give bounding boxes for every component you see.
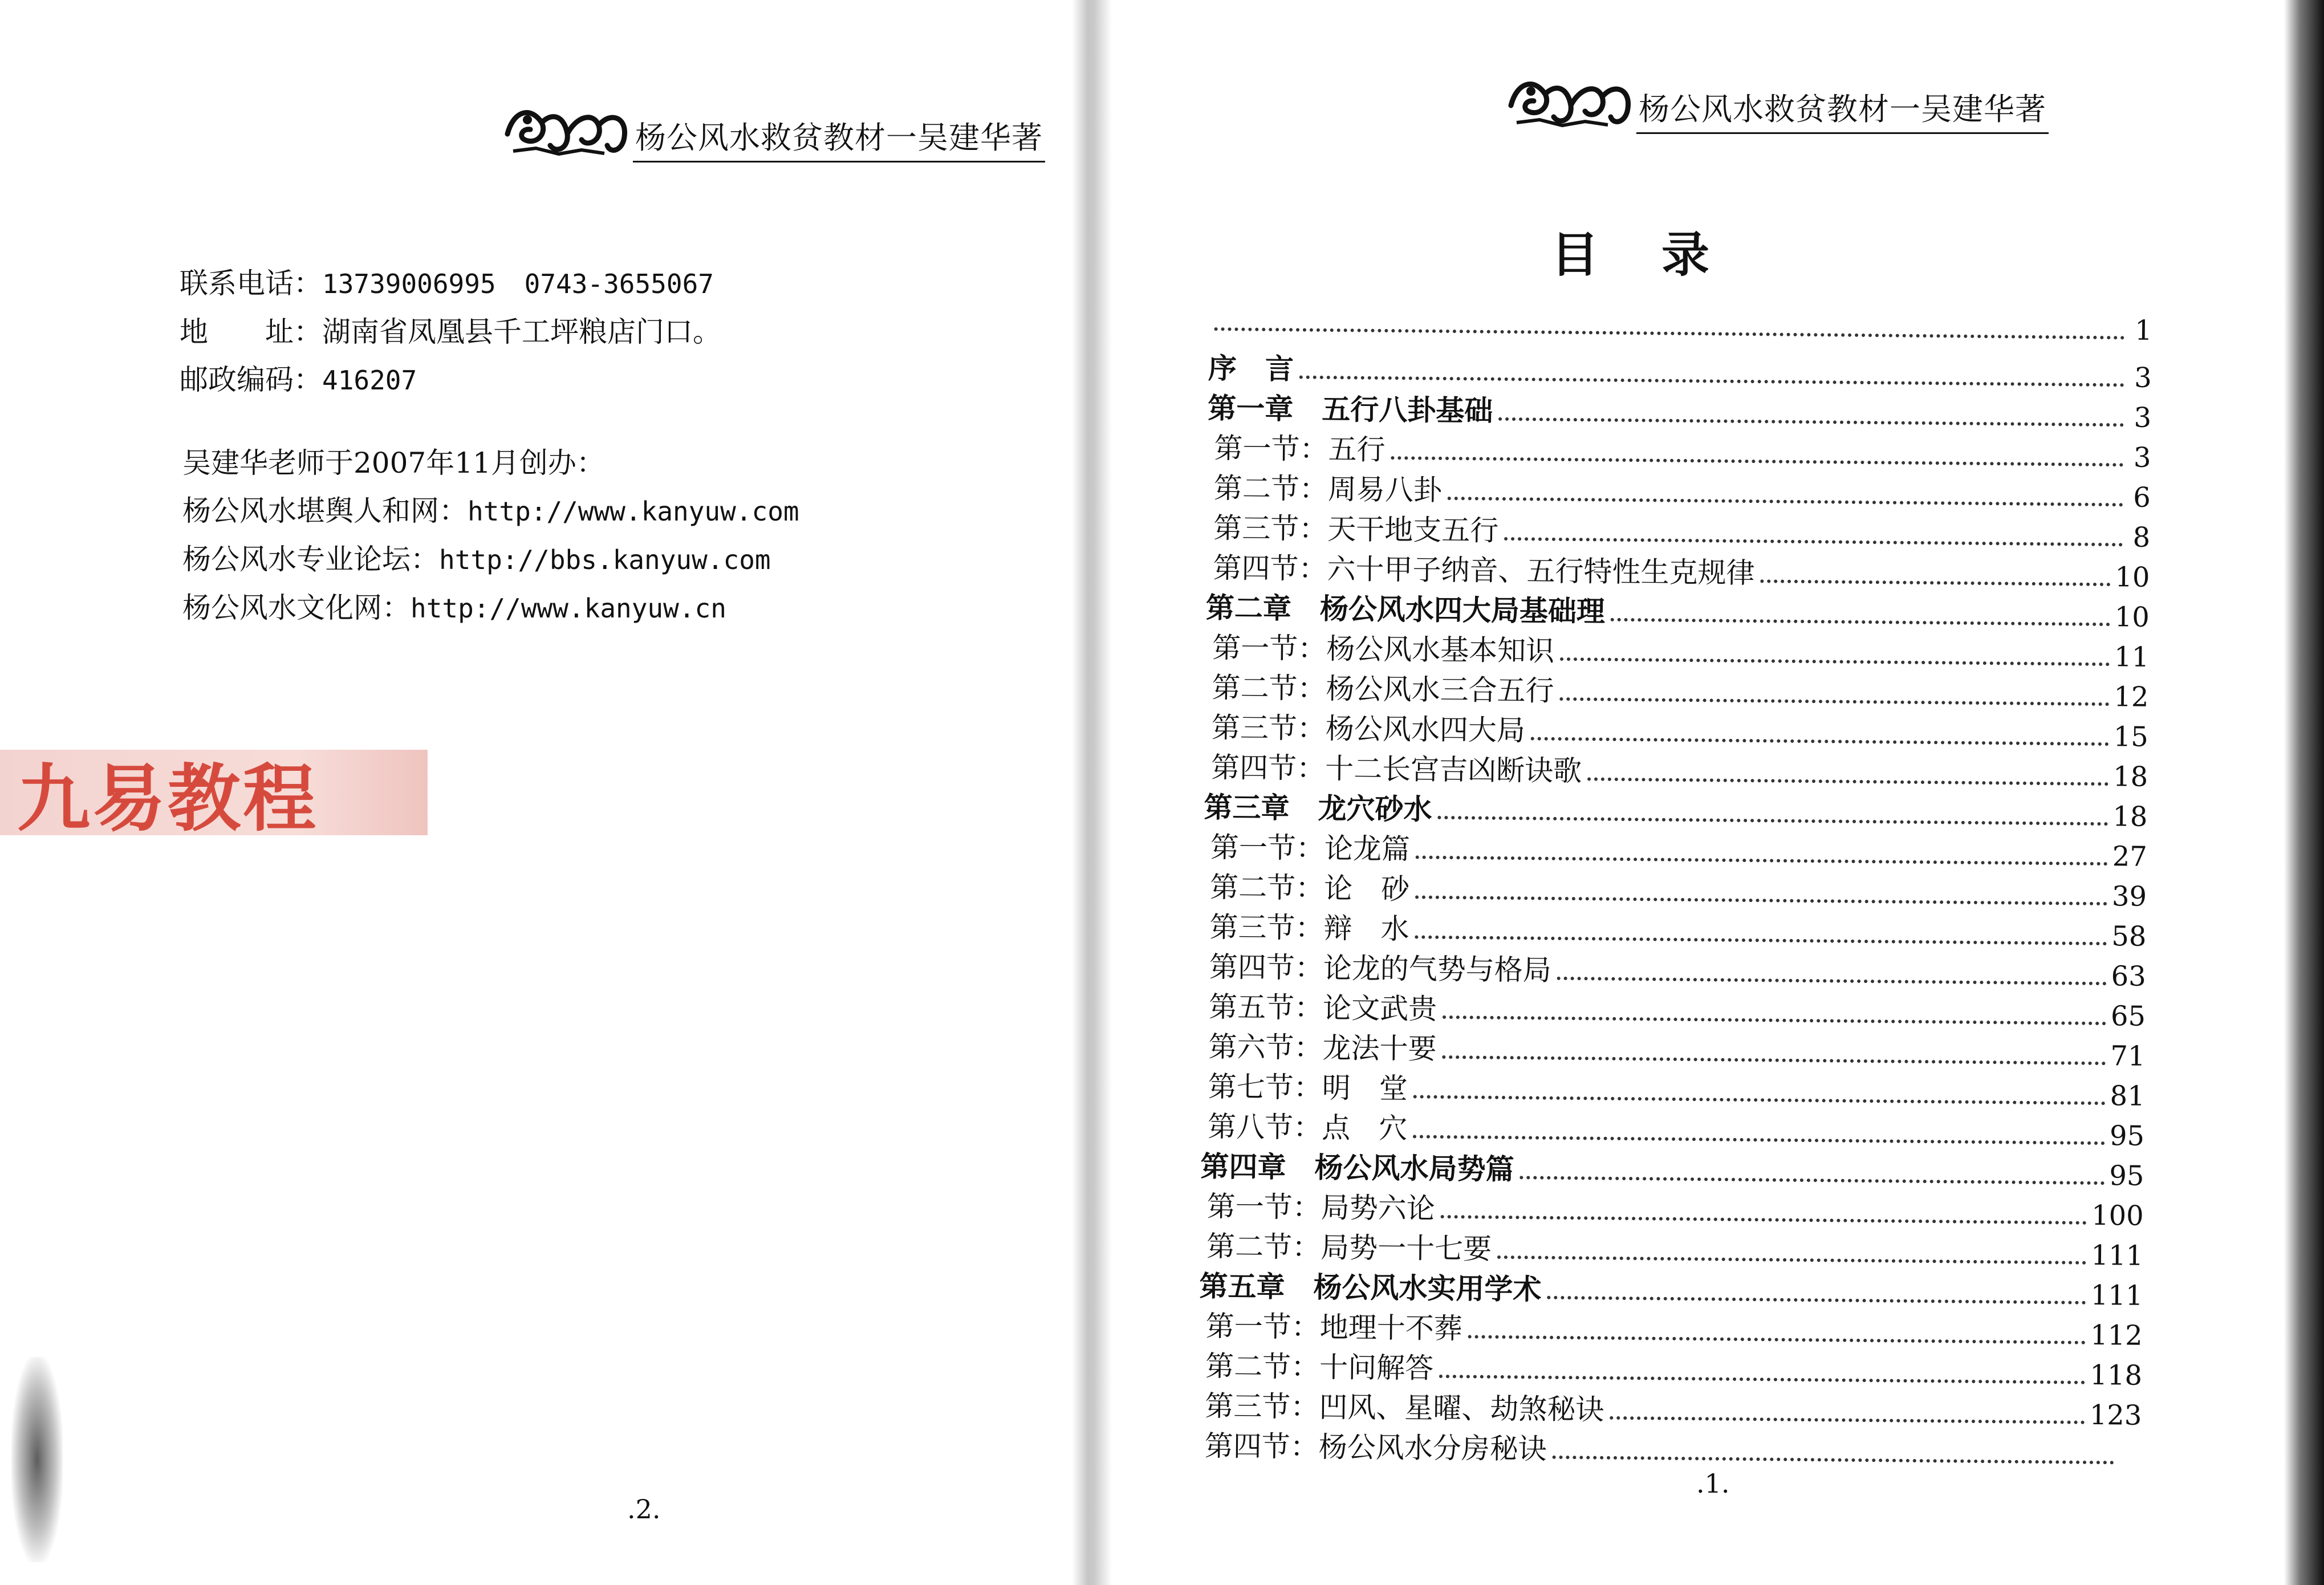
toc-entry-title: 第三节：辩 水 [1209,911,1409,946]
toc-leader-dots [1560,657,2110,666]
toc-entry-title: 第二章 杨公风水四大局基础理 [1205,590,1606,628]
toc-entry-title: 第一节：局势六论 [1206,1190,1436,1225]
website-item [182,487,799,535]
dragon-logo-icon [502,94,633,162]
toc-leader-dots [1498,417,2124,427]
contact-info [180,259,721,404]
toc-leader-dots [1391,456,2123,466]
toc-entry-page: 1 [2134,314,2152,347]
website-url: http://www.kanyuw.cn [411,593,726,624]
toc-entry-title: 第一节：杨公风水基本知识 [1212,631,1555,668]
toc-entry-title: 第四节：杨公风水分房秘诀 [1204,1429,1547,1466]
toc-entry-title: 第五章 杨公风水实用学术 [1199,1269,1542,1306]
toc-leader-dots [1441,1215,2087,1225]
toc-leader-dots [1439,1375,2085,1384]
toc-leader-dots [1531,737,2109,746]
toc-entry-title: 第二节：十问解答 [1205,1350,1434,1385]
toc-entry-title: 第六节：龙法十要 [1208,1030,1437,1066]
website-label: 杨公风水文化网： [182,591,411,624]
toc-entry-page: 3 [2134,361,2152,394]
address-value: 湖南省凤凰县千工坪粮店门口。 [322,315,721,348]
toc-leader-dots [1214,327,2125,339]
toc-entry-page: 10 [2114,601,2150,633]
toc-entry-title: 第四章 杨公风水局势篇 [1200,1149,1514,1186]
founded-note: 吴建华老师于2007年11月创办： [182,446,605,479]
toc-entry-page: 71 [2110,1040,2146,1072]
toc-entry-page: 81 [2110,1080,2146,1112]
toc-entry-page: 6 [2133,481,2151,514]
toc-entry-page: 18 [2112,761,2148,793]
right-page-number: .1. [1696,1468,1730,1499]
page-header [502,94,1045,162]
toc-leader-dots [1497,1255,2086,1265]
toc-leader-dots [1299,376,2124,387]
toc-entry-title: 第一节：论龙篇 [1210,831,1411,866]
toc-entry-title: 第一节：五行 [1214,432,1386,466]
toc-entry-title: 第一节：地理十不葬 [1205,1310,1463,1346]
toc-entry-page: 100 [2091,1199,2144,1232]
toc-leader-dots [1547,1296,2086,1304]
watermark-text: 九易教程 [17,757,319,842]
toc-entry-page: 112 [2090,1319,2143,1352]
header-title: 杨公风水救贫教材一吴建华著 [633,113,1045,162]
toc-leader-dots [1416,856,2108,866]
website-list [182,439,799,632]
website-label: 杨公风水专业论坛： [182,543,439,576]
toc-leader-dots [1413,1135,2105,1145]
toc-leader-dots [1587,777,2108,786]
toc-entry-page: 95 [2109,1120,2145,1152]
toc-entry-page: 95 [2109,1160,2144,1192]
toc-entry-page: 111 [2091,1239,2144,1272]
left-page-number: .2. [627,1494,661,1525]
toc-leader-dots [1553,1456,2114,1464]
toc-entry-page: 8 [2132,521,2151,554]
toc-entry-title: 第二节：论 砂 [1209,871,1410,906]
toc-title: 目录 [1551,226,1773,283]
toc-leader-dots [1448,497,2123,506]
toc-entry-page: 10 [2115,561,2150,594]
toc-leader-dots [1437,816,2108,826]
toc-entry-page: 111 [2090,1279,2143,1312]
phone-1: 13739006995 [322,269,496,299]
header-title: 杨公风水救贫教材一吴建华著 [1636,85,2049,134]
scan-edge-shadow [2284,0,2324,1585]
toc-entry-page: 123 [2089,1399,2142,1432]
toc-entry-title: 第四节：六十甲子纳音、五行特性生克规律 [1213,551,1755,590]
toc-entry-page: 39 [2111,880,2147,913]
toc-entry-title: 第五节：论文武贵 [1208,990,1437,1026]
toc-entry-title: 第二节：周易八卦 [1213,472,1443,507]
toc-entry-title: 第三节：天干地支五行 [1213,511,1499,547]
toc-entry [1198,1423,2142,1472]
toc-entry-page: 27 [2112,840,2148,873]
toc-leader-dots [1413,1095,2106,1106]
phone-label: 联系电话： [180,267,322,300]
watermark-banner [0,750,428,842]
toc-entry-page: 65 [2110,1000,2146,1033]
toc-entry-title: 第二节：局势一十七要 [1206,1230,1492,1266]
toc-leader-dots [1415,896,2107,906]
toc-entry-page: 58 [2111,920,2147,953]
toc-entry-title: 第一章 五行八卦基础 [1207,391,1493,428]
toc-entry-title: 第三节：凹风、星曜、劫煞秘诀 [1205,1389,1604,1426]
toc-entry-title: 第八节：点 穴 [1207,1110,1408,1145]
toc-leader-dots [1443,1015,2106,1025]
phone-2: 0743-3655067 [524,269,714,299]
toc-entry-title: 第四节：十二长宫吉凶断诀歌 [1210,751,1582,788]
toc-entry-title: 第二节：杨公风水三合五行 [1212,671,1554,708]
postcode-label: 邮政编码： [180,363,322,396]
phone-row [180,259,721,308]
toc-entry-title: 第三章 龙穴砂水 [1204,790,1432,826]
website-url: http://www.kanyuw.com [468,496,799,527]
postcode-value: 416207 [322,365,417,396]
gutter-shadow [1072,0,1112,1585]
dragon-logo-icon [1505,66,1636,134]
toc-entry-page: 12 [2114,681,2149,713]
toc-leader-dots [1468,1335,2086,1344]
toc-leader-dots [1760,579,2110,586]
address-row [180,308,721,356]
toc-entry-page: 15 [2113,721,2149,753]
toc-entry-page: 3 [2133,441,2151,474]
toc-leader-dots [1442,1055,2106,1065]
toc-leader-dots [1559,697,2109,706]
address-label: 地 址： [180,315,322,348]
toc-leader-dots [1415,936,2107,946]
toc-entry-title: 序 言 [1208,351,1294,386]
scan-smudge [11,1357,63,1562]
toc-entry-title: 第四节：论龙的气势与格局 [1209,950,1552,987]
website-item [182,535,799,584]
toc-entry-page: 3 [2134,401,2152,434]
toc-entry-page: 11 [2114,641,2150,673]
toc-leader-dots [1519,1176,2104,1185]
postcode-row [180,356,721,404]
toc-entry-page: 63 [2111,960,2147,993]
toc-leader-dots [1610,1416,2085,1424]
toc-leader-dots [1557,977,2107,985]
toc-leader-dots [1611,618,2110,626]
toc-entry-title: 第七节：明 堂 [1208,1070,1408,1106]
toc-entry-title: 第三节：杨公风水四大局 [1211,711,1526,747]
table-of-contents [1198,306,2152,1472]
toc-leader-dots [1504,537,2123,546]
website-item [182,584,799,632]
toc-page-header [1505,66,2049,134]
toc-entry-page: 118 [2090,1359,2143,1392]
website-label: 杨公风水堪舆人和网： [182,494,468,527]
website-url: http://bbs.kanyuw.com [439,544,771,575]
toc-entry-page: 18 [2112,800,2148,833]
left-page [0,0,1112,1585]
